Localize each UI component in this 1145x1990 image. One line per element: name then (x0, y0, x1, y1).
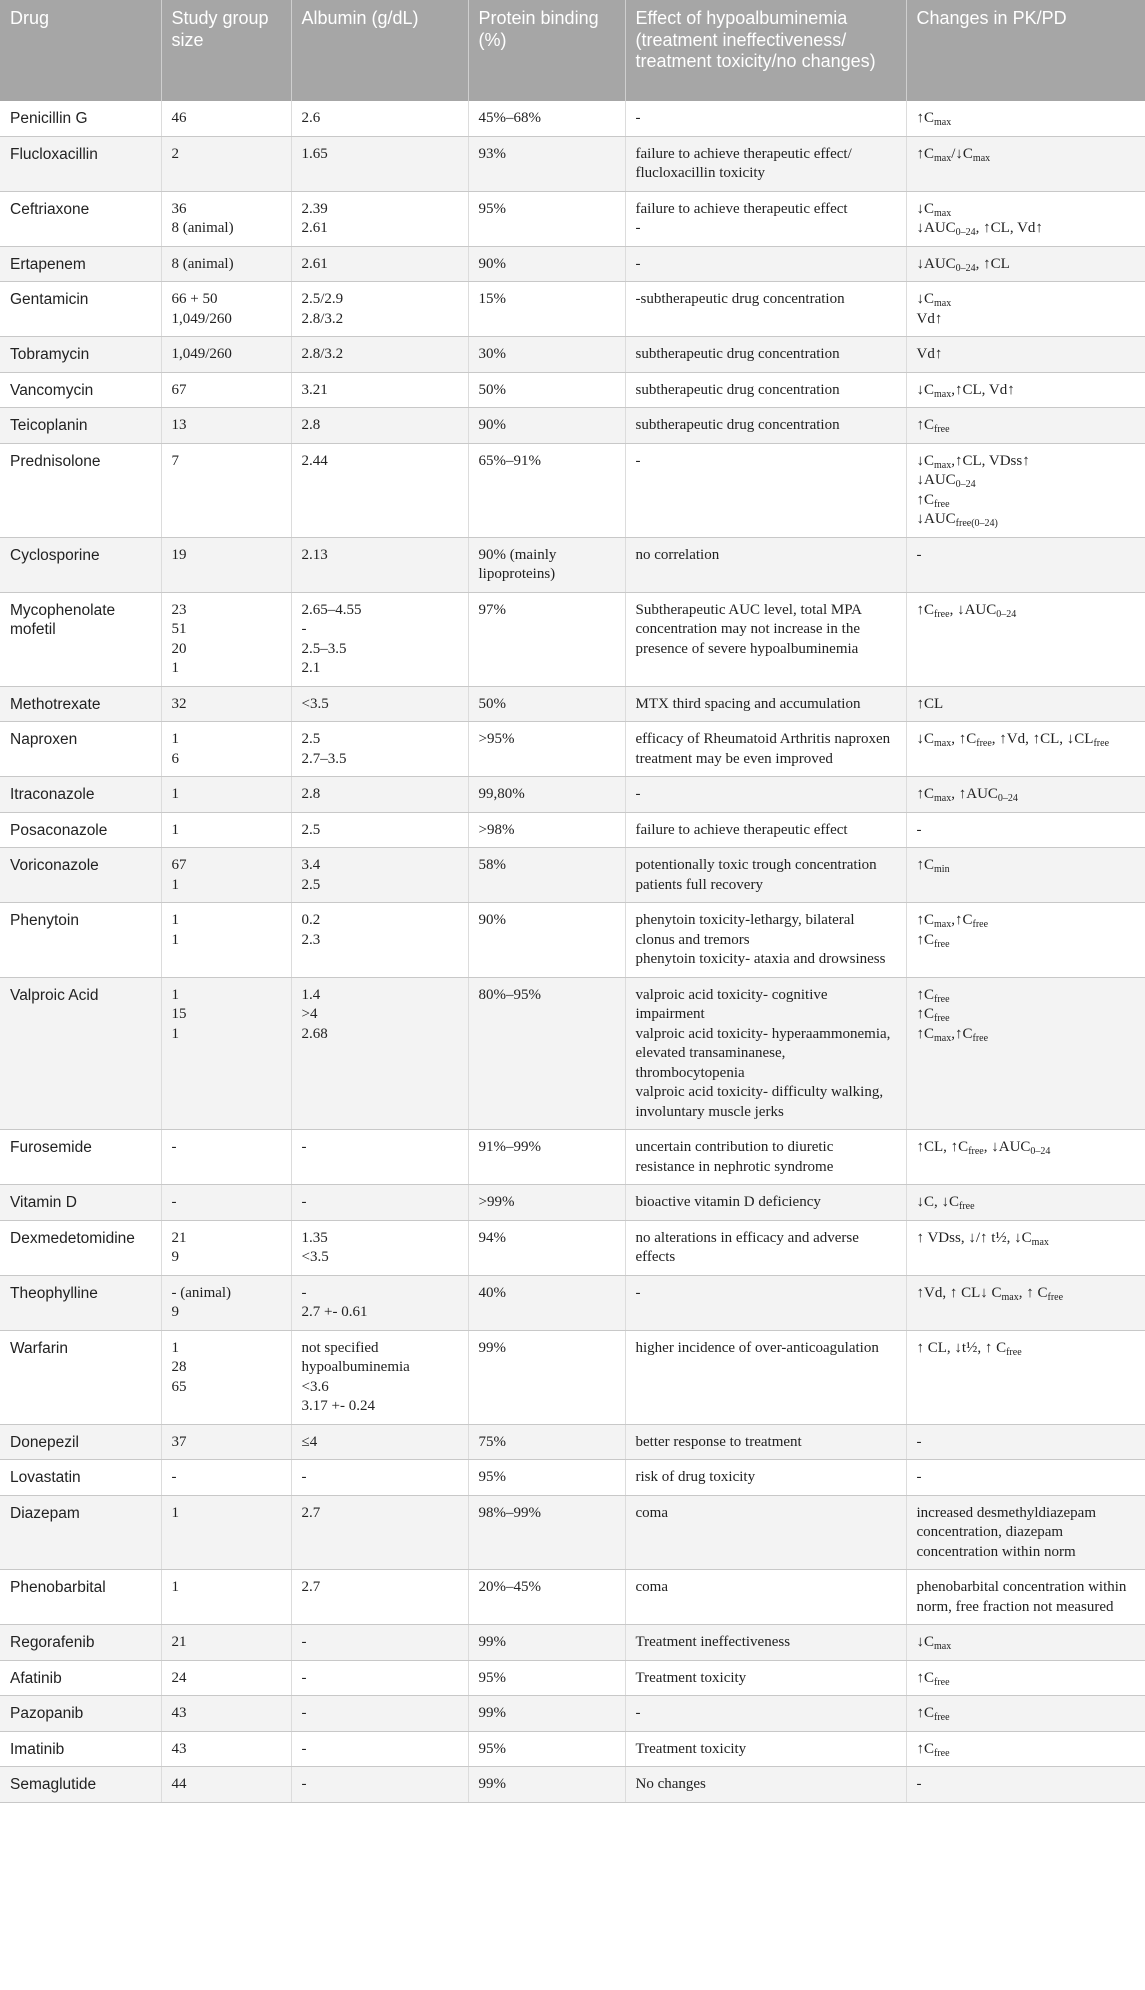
cell-protein-binding: 40% (468, 1275, 625, 1330)
cell-drug: Teicoplanin (0, 408, 161, 444)
cell-pk-pd-changes: - (906, 1767, 1145, 1803)
header-changes-in-pk-pd: Changes in PK/PD (906, 0, 1145, 101)
cell-effect: risk of drug toxicity (625, 1460, 906, 1496)
table-row (0, 1275, 1145, 1330)
cell-effect: No changes (625, 1767, 906, 1803)
cell-drug: Theophylline (0, 1275, 161, 1330)
table-row (0, 1185, 1145, 1221)
cell-albumin: 3.4 2.5 (291, 848, 468, 903)
cell-pk-pd-changes: phenobarbital concentration within norm, free fraction not measured (906, 1570, 1145, 1625)
cell-albumin: 2.61 (291, 246, 468, 282)
cell-protein-binding: 50% (468, 372, 625, 408)
cell-study-group-size: 2 (161, 136, 291, 191)
cell-pk-pd-changes: ↑CL, $↑C_{free}$, $↓AUC_{0-24}$ (906, 1130, 1145, 1185)
cell-pk-pd-changes: increased desmethyldiazepam concentration, diazepam concentration within norm (906, 1495, 1145, 1570)
cell-albumin: 2.5/2.9 2.8/3.2 (291, 282, 468, 337)
cell-pk-pd-changes: ↑Vd, ↑ CL↓ $C_{max}$, ↑ $C_{free}$ (906, 1275, 1145, 1330)
cell-effect: uncertain contribution to diuretic resistance in nephrotic syndrome (625, 1130, 906, 1185)
cell-pk-pd-changes: $↑C_{free}$ $↑C_{free}$ $↑C_{max},↑C_{free}$ (906, 977, 1145, 1130)
cell-study-group-size: 1 (161, 1570, 291, 1625)
cell-study-group-size: 43 (161, 1731, 291, 1767)
cell-pk-pd-changes: $↑C_{max}$, $↑AUC_{0-24}$ (906, 777, 1145, 813)
cell-albumin: 2.5 2.7–3.5 (291, 722, 468, 777)
table-row (0, 1460, 1145, 1496)
cell-albumin: 2.65–4.55 - 2.5–3.5 2.1 (291, 592, 468, 686)
cell-study-group-size: 21 (161, 1625, 291, 1661)
cell-protein-binding: 65%–91% (468, 443, 625, 537)
header-row (0, 0, 1145, 101)
cell-drug: Donepezil (0, 1424, 161, 1460)
cell-pk-pd-changes: $↓C_{max},↑CL$, Vd↑ (906, 372, 1145, 408)
cell-drug: Phenobarbital (0, 1570, 161, 1625)
cell-pk-pd-changes: $↑C_{free}$ (906, 1731, 1145, 1767)
cell-pk-pd-changes: ↓C, $↓C_{free}$ (906, 1185, 1145, 1221)
table-row (0, 443, 1145, 537)
cell-protein-binding: 80%–95% (468, 977, 625, 1130)
cell-pk-pd-changes: - (906, 1460, 1145, 1496)
cell-pk-pd-changes: Vd↑ (906, 337, 1145, 373)
table-row (0, 282, 1145, 337)
table-row (0, 372, 1145, 408)
table-row (0, 1696, 1145, 1732)
cell-pk-pd-changes: - (906, 812, 1145, 848)
cell-study-group-size: - (161, 1185, 291, 1221)
cell-protein-binding: 90% (468, 408, 625, 444)
cell-drug: Penicillin G (0, 101, 161, 136)
cell-drug: Methotrexate (0, 686, 161, 722)
table-row (0, 592, 1145, 686)
cell-effect: subtherapeutic drug concentration (625, 372, 906, 408)
cell-drug: Lovastatin (0, 1460, 161, 1496)
cell-protein-binding: 15% (468, 282, 625, 337)
cell-effect: failure to achieve therapeutic effect/ flucloxacillin toxicity (625, 136, 906, 191)
table-row (0, 686, 1145, 722)
cell-albumin: 2.8/3.2 (291, 337, 468, 373)
cell-drug: Furosemide (0, 1130, 161, 1185)
cell-protein-binding: 95% (468, 191, 625, 246)
cell-protein-binding: 94% (468, 1220, 625, 1275)
cell-effect: Subtherapeutic AUC level, total MPA concentration may not increase in the presence of severe hypoalbuminemia (625, 592, 906, 686)
cell-drug: Pazopanib (0, 1696, 161, 1732)
cell-albumin: 2.7 (291, 1570, 468, 1625)
cell-drug: Ertapenem (0, 246, 161, 282)
cell-pk-pd-changes: $↑C_{max},↑C_{free}$ $↑C_{free}$ (906, 903, 1145, 978)
cell-protein-binding: 58% (468, 848, 625, 903)
cell-effect: - (625, 1275, 906, 1330)
cell-albumin: 2.8 (291, 777, 468, 813)
cell-effect: subtherapeutic drug concentration (625, 337, 906, 373)
cell-pk-pd-changes: $↓AUC_{0-24}$, ↑CL (906, 246, 1145, 282)
cell-albumin: 2.13 (291, 537, 468, 592)
cell-pk-pd-changes: $↑C_{free}$ (906, 1696, 1145, 1732)
table-row (0, 977, 1145, 1130)
cell-pk-pd-changes: $↑C_{free}$ (906, 1660, 1145, 1696)
cell-study-group-size: 43 (161, 1696, 291, 1732)
cell-study-group-size: 24 (161, 1660, 291, 1696)
cell-pk-pd-changes: - (906, 537, 1145, 592)
cell-protein-binding: 95% (468, 1660, 625, 1696)
cell-drug: Valproic Acid (0, 977, 161, 1130)
cell-study-group-size: 7 (161, 443, 291, 537)
cell-effect: subtherapeutic drug concentration (625, 408, 906, 444)
cell-study-group-size: 37 (161, 1424, 291, 1460)
cell-study-group-size: 1 (161, 777, 291, 813)
cell-albumin: - (291, 1460, 468, 1496)
cell-albumin: - (291, 1185, 468, 1221)
cell-drug: Vitamin D (0, 1185, 161, 1221)
cell-study-group-size: - (animal) 9 (161, 1275, 291, 1330)
cell-study-group-size: 67 1 (161, 848, 291, 903)
cell-protein-binding: 30% (468, 337, 625, 373)
cell-protein-binding: 99,80% (468, 777, 625, 813)
cell-protein-binding: 91%–99% (468, 1130, 625, 1185)
cell-study-group-size: 23 51 20 1 (161, 592, 291, 686)
cell-pk-pd-changes: $↑C_{free}$ (906, 408, 1145, 444)
cell-study-group-size: 13 (161, 408, 291, 444)
cell-study-group-size: 1 28 65 (161, 1330, 291, 1424)
cell-protein-binding: 90% (468, 903, 625, 978)
cell-effect: failure to achieve therapeutic effect - (625, 191, 906, 246)
cell-study-group-size: 1 1 (161, 903, 291, 978)
cell-pk-pd-changes: $↑C_{free}$, $↓AUC_{0-24}$ (906, 592, 1145, 686)
table-row (0, 136, 1145, 191)
cell-albumin: - (291, 1130, 468, 1185)
cell-albumin: 3.21 (291, 372, 468, 408)
cell-albumin: 2.7 (291, 1495, 468, 1570)
cell-protein-binding: 97% (468, 592, 625, 686)
cell-albumin: - 2.7 +- 0.61 (291, 1275, 468, 1330)
cell-protein-binding: >98% (468, 812, 625, 848)
cell-effect: phenytoin toxicity-lethargy, bilateral clonus and tremors phenytoin toxicity- ataxia and drowsiness (625, 903, 906, 978)
cell-pk-pd-changes: $↓C_{max}$ Vd↑ (906, 282, 1145, 337)
cell-drug: Semaglutide (0, 1767, 161, 1803)
cell-study-group-size: 1,049/260 (161, 337, 291, 373)
cell-drug: Tobramycin (0, 337, 161, 373)
cell-study-group-size: 46 (161, 101, 291, 136)
cell-drug: Naproxen (0, 722, 161, 777)
cell-drug: Flucloxacillin (0, 136, 161, 191)
cell-effect: bioactive vitamin D deficiency (625, 1185, 906, 1221)
header-study-group-size: Study group size (161, 0, 291, 101)
cell-drug: Afatinib (0, 1660, 161, 1696)
cell-drug: Warfarin (0, 1330, 161, 1424)
cell-protein-binding: 45%–68% (468, 101, 625, 136)
cell-effect: no correlation (625, 537, 906, 592)
cell-pk-pd-changes: $↑C_{max}/↓C_{max}$ (906, 136, 1145, 191)
cell-albumin: - (291, 1731, 468, 1767)
cell-pk-pd-changes: ↑ VDss, ↓/↑ t½, $↓C_{max}$ (906, 1220, 1145, 1275)
cell-protein-binding: 90% (mainly lipoproteins) (468, 537, 625, 592)
cell-albumin: 2.39 2.61 (291, 191, 468, 246)
cell-albumin: 2.6 (291, 101, 468, 136)
cell-pk-pd-changes: $↓C_{max},↑CL$, VDss↑ $↓AUC_{0-24}$ $↑C_{free}$ $↓AUC_{free(0-24)}$ (906, 443, 1145, 537)
cell-albumin: 1.4 >4 2.68 (291, 977, 468, 1130)
table-row (0, 1424, 1145, 1460)
cell-study-group-size: 1 6 (161, 722, 291, 777)
cell-protein-binding: >95% (468, 722, 625, 777)
cell-study-group-size: 36 8 (animal) (161, 191, 291, 246)
cell-effect: - (625, 777, 906, 813)
cell-study-group-size: 44 (161, 1767, 291, 1803)
cell-effect: Treatment ineffectiveness (625, 1625, 906, 1661)
table-row (0, 101, 1145, 136)
table-row (0, 1495, 1145, 1570)
table-row (0, 1660, 1145, 1696)
cell-protein-binding: >99% (468, 1185, 625, 1221)
cell-albumin: 2.5 (291, 812, 468, 848)
cell-protein-binding: 99% (468, 1625, 625, 1661)
table-row (0, 722, 1145, 777)
cell-drug: Dexmedetomidine (0, 1220, 161, 1275)
cell-drug: Imatinib (0, 1731, 161, 1767)
cell-drug: Itraconazole (0, 777, 161, 813)
cell-effect: - (625, 1696, 906, 1732)
cell-drug: Gentamicin (0, 282, 161, 337)
cell-effect: failure to achieve therapeutic effect (625, 812, 906, 848)
cell-study-group-size: - (161, 1130, 291, 1185)
cell-effect: - (625, 246, 906, 282)
cell-drug: Ceftriaxone (0, 191, 161, 246)
table-row (0, 1220, 1145, 1275)
cell-albumin: 1.35 <3.5 (291, 1220, 468, 1275)
cell-drug: Voriconazole (0, 848, 161, 903)
cell-protein-binding: 90% (468, 246, 625, 282)
cell-albumin: 2.8 (291, 408, 468, 444)
cell-study-group-size: - (161, 1460, 291, 1496)
cell-study-group-size: 32 (161, 686, 291, 722)
cell-protein-binding: 98%–99% (468, 1495, 625, 1570)
cell-drug: Mycophenolate mofetil (0, 592, 161, 686)
cell-pk-pd-changes: $↓C_{max}$ $↓AUC_{0-24}$, ↑CL, Vd↑ (906, 191, 1145, 246)
table-row (0, 537, 1145, 592)
cell-effect: coma (625, 1570, 906, 1625)
cell-albumin: - (291, 1767, 468, 1803)
cell-pk-pd-changes: ↑CL (906, 686, 1145, 722)
cell-effect: better response to treatment (625, 1424, 906, 1460)
table-row (0, 903, 1145, 978)
cell-protein-binding: 95% (468, 1731, 625, 1767)
cell-study-group-size: 66 + 50 1,049/260 (161, 282, 291, 337)
cell-study-group-size: 21 9 (161, 1220, 291, 1275)
cell-effect: valproic acid toxicity- cognitive impairment valproic acid toxicity- hyperaammonemia, elevated transaminanese, thrombocytopenia valproic acid toxicity- difficulty walking, involuntary muscle jerks (625, 977, 906, 1130)
cell-protein-binding: 99% (468, 1696, 625, 1732)
cell-albumin: - (291, 1660, 468, 1696)
cell-drug: Cyclosporine (0, 537, 161, 592)
cell-pk-pd-changes: - (906, 1424, 1145, 1460)
cell-study-group-size: 67 (161, 372, 291, 408)
cell-protein-binding: 99% (468, 1767, 625, 1803)
table-row (0, 1625, 1145, 1661)
cell-albumin: not specified hypoalbuminemia <3.6 3.17 +- 0.24 (291, 1330, 468, 1424)
cell-effect: higher incidence of over-anticoagulation (625, 1330, 906, 1424)
cell-albumin: <3.5 (291, 686, 468, 722)
cell-effect: Treatment toxicity (625, 1731, 906, 1767)
cell-effect: efficacy of Rheumatoid Arthritis naproxen treatment may be even improved (625, 722, 906, 777)
cell-drug: Regorafenib (0, 1625, 161, 1661)
cell-effect: coma (625, 1495, 906, 1570)
table-row (0, 1330, 1145, 1424)
cell-drug: Posaconazole (0, 812, 161, 848)
cell-albumin: - (291, 1625, 468, 1661)
table-row (0, 337, 1145, 373)
cell-effect: no alterations in efficacy and adverse effects (625, 1220, 906, 1275)
cell-pk-pd-changes: $↓C_{max}$, $↑C_{free}$, ↑Vd, ↑CL, $↓CL_{free}$ (906, 722, 1145, 777)
cell-effect: - (625, 443, 906, 537)
cell-protein-binding: 99% (468, 1330, 625, 1424)
cell-protein-binding: 75% (468, 1424, 625, 1460)
table-row (0, 1767, 1145, 1803)
table-row (0, 191, 1145, 246)
cell-study-group-size: 8 (animal) (161, 246, 291, 282)
header-albumin: Albumin (g/dL) (291, 0, 468, 101)
cell-drug: Phenytoin (0, 903, 161, 978)
cell-albumin: 0.2 2.3 (291, 903, 468, 978)
table-row (0, 408, 1145, 444)
table-row (0, 777, 1145, 813)
table-row (0, 812, 1145, 848)
cell-effect: potentionally toxic trough concentration patients full recovery (625, 848, 906, 903)
cell-protein-binding: 50% (468, 686, 625, 722)
cell-drug: Prednisolone (0, 443, 161, 537)
cell-study-group-size: 1 (161, 1495, 291, 1570)
cell-albumin: 2.44 (291, 443, 468, 537)
cell-protein-binding: 20%–45% (468, 1570, 625, 1625)
header-drug: Drug (0, 0, 161, 101)
cell-pk-pd-changes: $↓C_{max}$ (906, 1625, 1145, 1661)
cell-pk-pd-changes: $↑C_{min}$ (906, 848, 1145, 903)
cell-effect: MTX third spacing and accumulation (625, 686, 906, 722)
cell-albumin: ≤4 (291, 1424, 468, 1460)
header-protein-binding: Protein binding (%) (468, 0, 625, 101)
cell-pk-pd-changes: ↑ CL, ↓t½, ↑ $C_{free}$ (906, 1330, 1145, 1424)
header-effect-of-hypoalbuminemia: Effect of hypoalbuminemia (treatment ineffectiveness/ treatment toxicity/no changes) (625, 0, 906, 101)
cell-protein-binding: 95% (468, 1460, 625, 1496)
cell-drug: Diazepam (0, 1495, 161, 1570)
cell-albumin: - (291, 1696, 468, 1732)
cell-drug: Vancomycin (0, 372, 161, 408)
cell-pk-pd-changes: $↑C_{max}$ (906, 101, 1145, 136)
cell-protein-binding: 93% (468, 136, 625, 191)
cell-effect: -subtherapeutic drug concentration (625, 282, 906, 337)
cell-effect: - (625, 101, 906, 136)
table-row (0, 1130, 1145, 1185)
table-row (0, 246, 1145, 282)
cell-study-group-size: 1 (161, 812, 291, 848)
table-row (0, 1570, 1145, 1625)
cell-effect: Treatment toxicity (625, 1660, 906, 1696)
table-row (0, 1731, 1145, 1767)
cell-study-group-size: 1 15 1 (161, 977, 291, 1130)
cell-albumin: 1.65 (291, 136, 468, 191)
table-body (0, 101, 1145, 1802)
table-row (0, 848, 1145, 903)
cell-study-group-size: 19 (161, 537, 291, 592)
